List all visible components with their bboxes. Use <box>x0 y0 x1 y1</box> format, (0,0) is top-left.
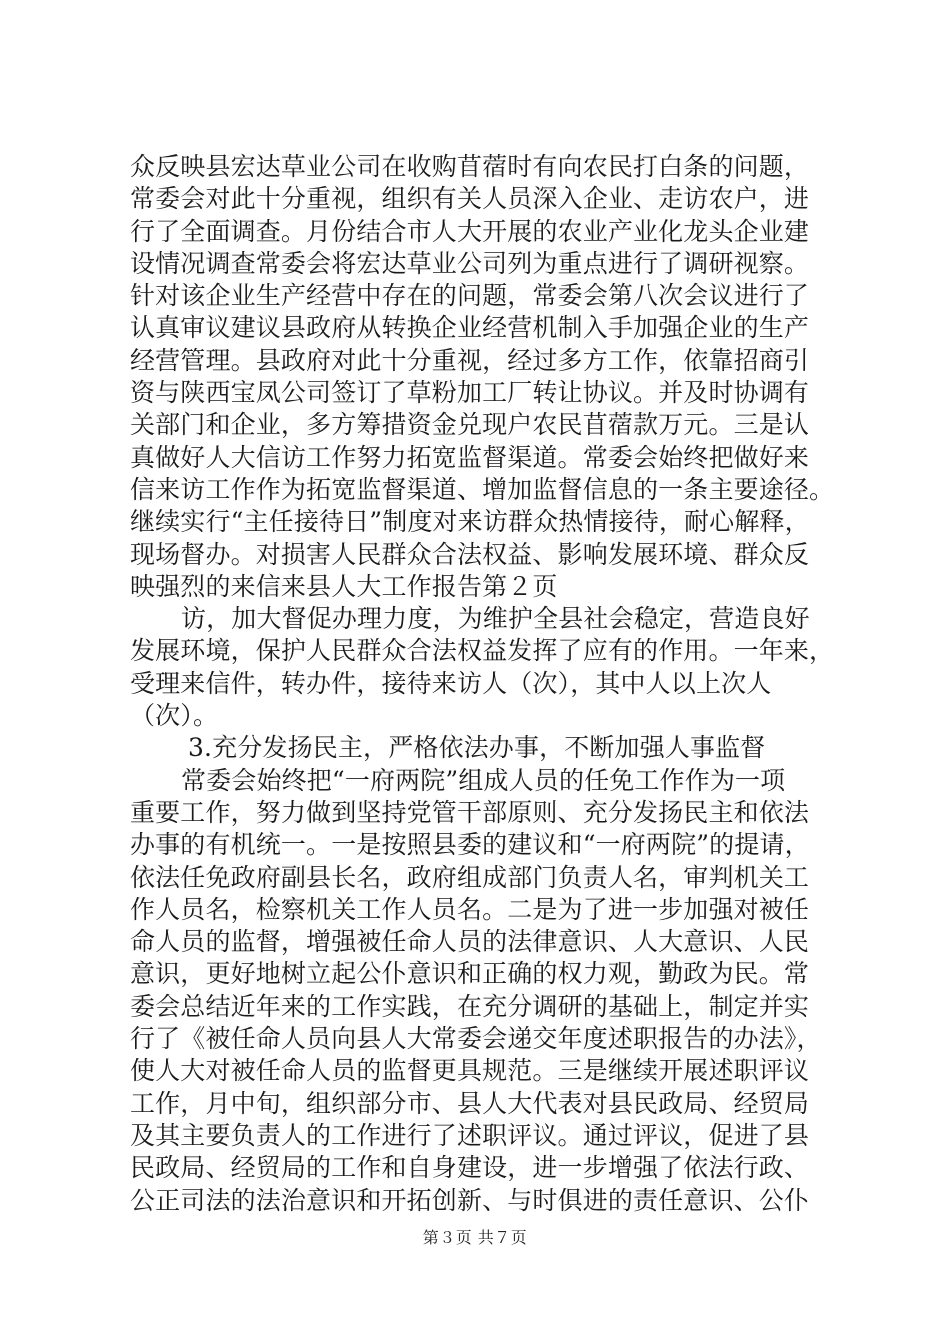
section-heading: 3.充分发扬民主，严格依法办事，不断加强人事监督 <box>188 733 766 763</box>
text-line: 行了全面调查。月份结合市人大开展的农业产业化龙头企业建 <box>130 216 810 246</box>
text-line: 常委会对此十分重视，组织有关人员深入企业、走访农户，进 <box>130 184 810 214</box>
page-footer <box>0 1225 950 1248</box>
text-line: 命人员的监督，增强被任命人员的法律意识、人大意识、人民 <box>130 927 810 957</box>
text-line: 映强烈的来信来县人大工作报告第２页 <box>130 571 558 601</box>
text-line: 信来访工作作为拓宽监督渠道、增加监督信息的一条主要途径。 <box>130 474 835 504</box>
text-line: 认真审议建议县政府从转换企业经营机制入手加强企业的生产 <box>130 313 810 343</box>
text-line: 重要工作，努力做到坚持党管干部原则、充分发扬民主和依法 <box>130 797 810 827</box>
text-line: 公正司法的法治意识和开拓创新、与时俱进的责任意识、公仆 <box>130 1185 810 1215</box>
text-line: 工作，月中旬，组织部分市、县人大代表对县民政局、经贸局 <box>130 1088 810 1118</box>
text-line: 发展环境，保护人民群众合法权益发挥了应有的作用。一年来， <box>130 636 835 666</box>
text-line: 设情况调查常委会将宏达草业公司列为重点进行了调研视察。 <box>130 248 810 278</box>
text-line: 办事的有机统一。一是按照县委的建议和“一府两院”的提请， <box>130 830 810 860</box>
paragraph-start-line: 常委会始终把“一府两院”组成人员的任免工作作为一项 <box>181 765 786 795</box>
text-line: 众反映县宏达草业公司在收购苜蓿时有向农民打白条的问题， <box>130 152 810 181</box>
text-line: 继续实行“主任接待日”制度对来访群众热情接待，耐心解释， <box>130 507 810 537</box>
text-line: 真做好人大信访工作努力拓宽监督渠道。常委会始终把做好来 <box>130 442 810 472</box>
text-line: 委会总结近年来的工作实践，在充分调研的基础上，制定并实 <box>130 991 810 1021</box>
text-line: 意识，更好地树立起公仆意识和正确的权力观，勤政为民。常 <box>130 959 810 989</box>
text-line: 使人大对被任命人员的监督更具规范。三是继续开展述职评议 <box>130 1056 810 1086</box>
body-text <box>130 151 835 1217</box>
text-line: 资与陕西宝凤公司签订了草粉加工厂转让协议。并及时协调有 <box>130 378 810 408</box>
text-line: 依法任免政府副县长名，政府组成部门负责人名，审判机关工 <box>130 862 810 892</box>
text-line: 民政局、经贸局的工作和自身建设，进一步增强了依法行政、 <box>130 1153 810 1183</box>
page-number-label: 第３页 共７页 <box>422 1228 528 1247</box>
text-line: 关部门和企业，多方筹措资金兑现户农民苜蓿款万元。三是认 <box>130 410 810 440</box>
text-line: 作人员名，检察机关工作人员名。二是为了进一步加强对被任 <box>130 894 810 924</box>
text-line: 及其主要负责人的工作进行了述职评议。通过评议，促进了县 <box>130 1120 810 1150</box>
text-line: 受理来信件，转办件，接待来访人（次），其中人以上次人 <box>130 668 772 698</box>
text-line: 经营管理。县政府对此十分重视，经过多方工作，依靠招商引 <box>130 345 810 375</box>
text-line: 现场督办。对损害人民群众合法权益、影响发展环境、群众反 <box>130 539 810 569</box>
text-line: 行了《被任命人员向县人大常委会递交年度述职报告的办法》， <box>130 1024 822 1054</box>
text-line: 针对该企业生产经营中存在的问题，常委会第八次会议进行了 <box>130 281 810 311</box>
text-line: （次）。 <box>130 701 219 731</box>
paragraph-start-line: 访，加大督促办理力度，为维护全县社会稳定，营造良好 <box>181 604 810 634</box>
